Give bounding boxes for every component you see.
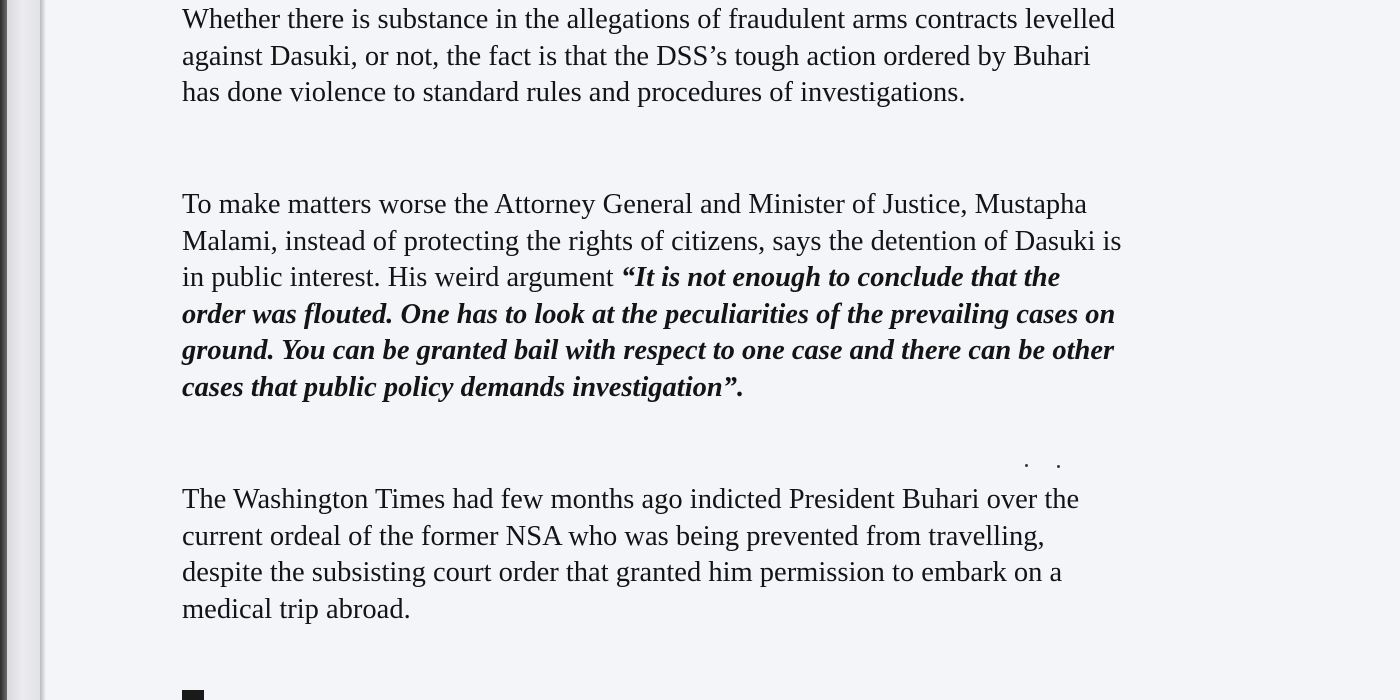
dust-speck bbox=[1057, 465, 1060, 468]
text-line: Whether there is substance in the allegations of fraudulent arms contracts levelled bbox=[182, 4, 1116, 35]
text-line: despite the subsisting court order that granted him permission to embark on a bbox=[182, 557, 1063, 589]
text-line: medical trip abroad. bbox=[182, 593, 411, 625]
paragraph-allegations bbox=[182, 2, 1262, 112]
text-line: Malami, instead of protecting the rights of citizens, says the detention of Dasuki is bbox=[182, 225, 1122, 257]
paragraph-attorney-general bbox=[182, 187, 1262, 407]
quote-text: cases that public policy demands investigation” bbox=[182, 371, 737, 403]
text-line: The Washington Times had few months ago indicted President Buhari over the bbox=[182, 484, 1080, 515]
text-line: against Dasuki, or not, the fact is that the DSS’s tough action ordered by Buhari bbox=[182, 40, 1091, 72]
dust-speck bbox=[1025, 464, 1028, 467]
cut-off-next-line bbox=[182, 690, 204, 700]
paragraph-washington-times bbox=[182, 482, 1262, 628]
scanner-edge-dark bbox=[0, 0, 7, 700]
paper-edge bbox=[7, 0, 40, 700]
text-line bbox=[182, 260, 1262, 297]
text-line bbox=[182, 370, 1262, 407]
text-line: current ordeal of the former NSA who was being prevented from travelling, bbox=[182, 520, 1045, 552]
text-plain: in public interest. His weird argument bbox=[182, 262, 621, 294]
quote-text: “It is not enough to conclude that the bbox=[620, 262, 1061, 294]
quote-line: order was flouted. One has to look at the peculiarities of the prevailing cases on bbox=[182, 298, 1116, 330]
text-line: has done violence to standard rules and procedures of investigations. bbox=[182, 77, 966, 109]
quote-line: ground. You can be granted bail with respect to one case and there can be other bbox=[182, 335, 1115, 367]
text-plain: . bbox=[736, 371, 745, 403]
text-line: To make matters worse the Attorney General and Minister of Justice, Mustapha bbox=[182, 189, 1088, 220]
